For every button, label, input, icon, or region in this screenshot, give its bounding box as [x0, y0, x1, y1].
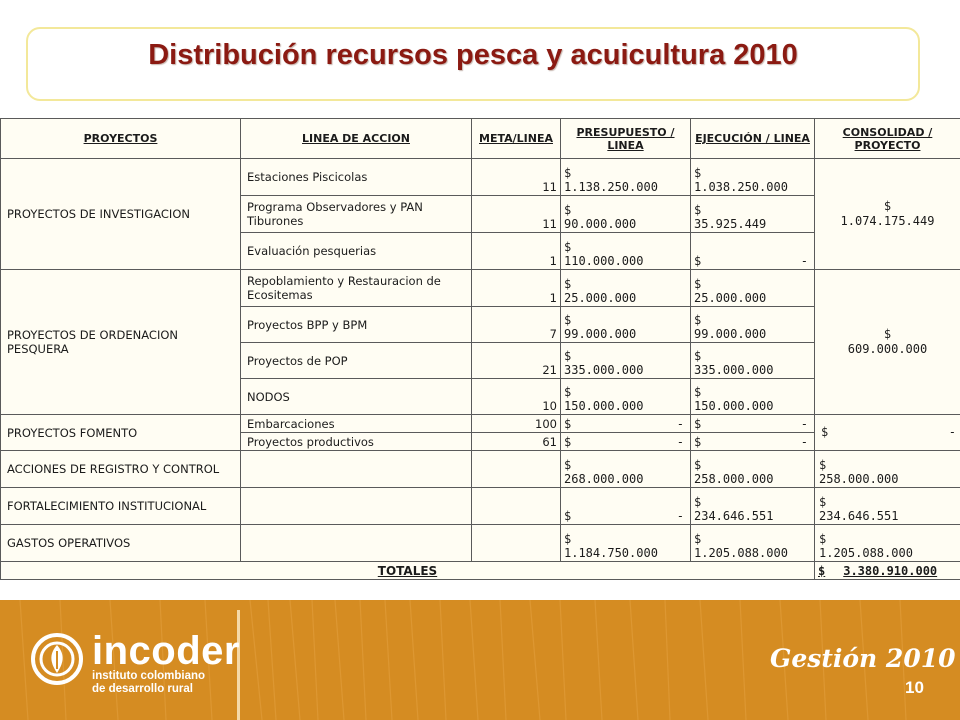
meta-value: 21	[472, 343, 561, 379]
presupuesto-cell: $ -	[561, 488, 691, 525]
meta-value: 11	[472, 196, 561, 233]
table-row	[1, 159, 960, 196]
meta-value: 7	[472, 307, 561, 343]
meta-value: 1	[472, 270, 561, 307]
empty-cell	[241, 525, 472, 562]
table-row	[1, 270, 960, 307]
totals-value-cell: $ 3.380.910.000	[815, 562, 960, 580]
ejecucion-cell: $ 1.205.088.000	[691, 525, 815, 562]
brand-subtitle-2: de desarrollo rural	[92, 683, 193, 695]
gestion-tagline: Gestión 2010	[770, 644, 956, 673]
ejecucion-cell: $ 150.000.000	[691, 379, 815, 415]
header-proyectos: PROYECTOS	[1, 119, 241, 159]
project-name: FORTALECIMIENTO INSTITUCIONAL	[1, 488, 241, 525]
project-name: PROYECTOS DE INVESTIGACION	[1, 159, 241, 270]
footer-banner	[0, 600, 960, 720]
title-box	[26, 27, 920, 101]
ejecucion-cell: $ 1.038.250.000	[691, 159, 815, 196]
presupuesto-cell: $ 25.000.000	[561, 270, 691, 307]
meta-value: 1	[472, 233, 561, 270]
presupuesto-cell: $ -	[561, 415, 691, 433]
action-line: Proyectos BPP y BPM	[241, 307, 472, 343]
project-name: PROYECTOS DE ORDENACION PESQUERA	[1, 270, 241, 415]
consolidado-cell: $ 1.205.088.000	[815, 525, 960, 562]
empty-cell	[241, 451, 472, 488]
project-name: PROYECTOS FOMENTO	[1, 415, 241, 451]
presupuesto-cell: $ 99.000.000	[561, 307, 691, 343]
empty-cell	[472, 451, 561, 488]
consolidado-cell: $ 234.646.551	[815, 488, 960, 525]
action-line: Repoblamiento y Restauracion de Ecositemas	[241, 270, 472, 307]
meta-value: 100	[472, 415, 561, 433]
project-name: ACCIONES DE REGISTRO Y CONTROL	[1, 451, 241, 488]
action-line: Evaluación pesquerias	[241, 233, 472, 270]
project-name: GASTOS OPERATIVOS	[1, 525, 241, 562]
action-line: Estaciones Piscicolas	[241, 159, 472, 196]
header-consolidad: CONSOLIDAD / PROYECTO	[815, 119, 960, 159]
header-ejecucion: EJECUCIÓN / LINEA	[691, 119, 815, 159]
action-line: NODOS	[241, 379, 472, 415]
header-meta: META/LINEA	[472, 119, 561, 159]
presupuesto-cell: $ 90.000.000	[561, 196, 691, 233]
ejecucion-cell: $ -	[691, 233, 815, 270]
ejecucion-cell: $ 234.646.551	[691, 488, 815, 525]
brand-subtitle-1: instituto colombiano	[92, 670, 206, 682]
ejecucion-cell: $ 35.925.449	[691, 196, 815, 233]
meta-value: 61	[472, 433, 561, 451]
table-row	[1, 488, 960, 525]
header-presupuesto: PRESUPUESTO / LINEA	[561, 119, 691, 159]
consolidado-cell: $ 609.000.000	[815, 270, 960, 415]
consolidado-cell: $ 1.074.175.449	[815, 159, 960, 270]
ejecucion-cell: $ 99.000.000	[691, 307, 815, 343]
brand-block	[92, 629, 240, 696]
header-linea: LINEA DE ACCION	[241, 119, 472, 159]
empty-cell	[241, 488, 472, 525]
table-row	[1, 415, 960, 433]
consolidado-cell: $ -	[815, 415, 960, 451]
table-row	[1, 525, 960, 562]
presupuesto-cell: $ 335.000.000	[561, 343, 691, 379]
totals-row	[1, 562, 960, 580]
empty-cell	[472, 525, 561, 562]
ejecucion-cell: $ 335.000.000	[691, 343, 815, 379]
consolidado-cell: $ 258.000.000	[815, 451, 960, 488]
presupuesto-cell: $ 150.000.000	[561, 379, 691, 415]
presupuesto-cell: $ 110.000.000	[561, 233, 691, 270]
meta-value: 11	[472, 159, 561, 196]
ejecucion-cell: $ -	[691, 415, 815, 433]
meta-value: 10	[472, 379, 561, 415]
presupuesto-cell: $ 268.000.000	[561, 451, 691, 488]
resources-table	[0, 118, 960, 580]
totals-value: 3.380.910.000	[843, 563, 938, 578]
action-line: Proyectos productivos	[241, 433, 472, 451]
totals-label: TOTALES	[1, 562, 815, 580]
brand-name: incoder	[92, 629, 240, 673]
ejecucion-cell: $ 258.000.000	[691, 451, 815, 488]
presupuesto-cell: $ 1.184.750.000	[561, 525, 691, 562]
action-line: Proyectos de POP	[241, 343, 472, 379]
table-row	[1, 451, 960, 488]
empty-cell	[472, 488, 561, 525]
ejecucion-cell: $ 25.000.000	[691, 270, 815, 307]
presupuesto-cell: $ -	[561, 433, 691, 451]
presupuesto-cell: $ 1.138.250.000	[561, 159, 691, 196]
page-title: Distribución recursos pesca y acuicultura 2010	[148, 38, 798, 71]
ejecucion-cell: $ -	[691, 433, 815, 451]
table-header-row	[1, 119, 960, 159]
action-line: Programa Observadores y PAN Tiburones	[241, 196, 472, 233]
incoder-logo-icon	[30, 625, 84, 693]
action-line: Embarcaciones	[241, 415, 472, 433]
page-number: 10	[905, 678, 924, 697]
